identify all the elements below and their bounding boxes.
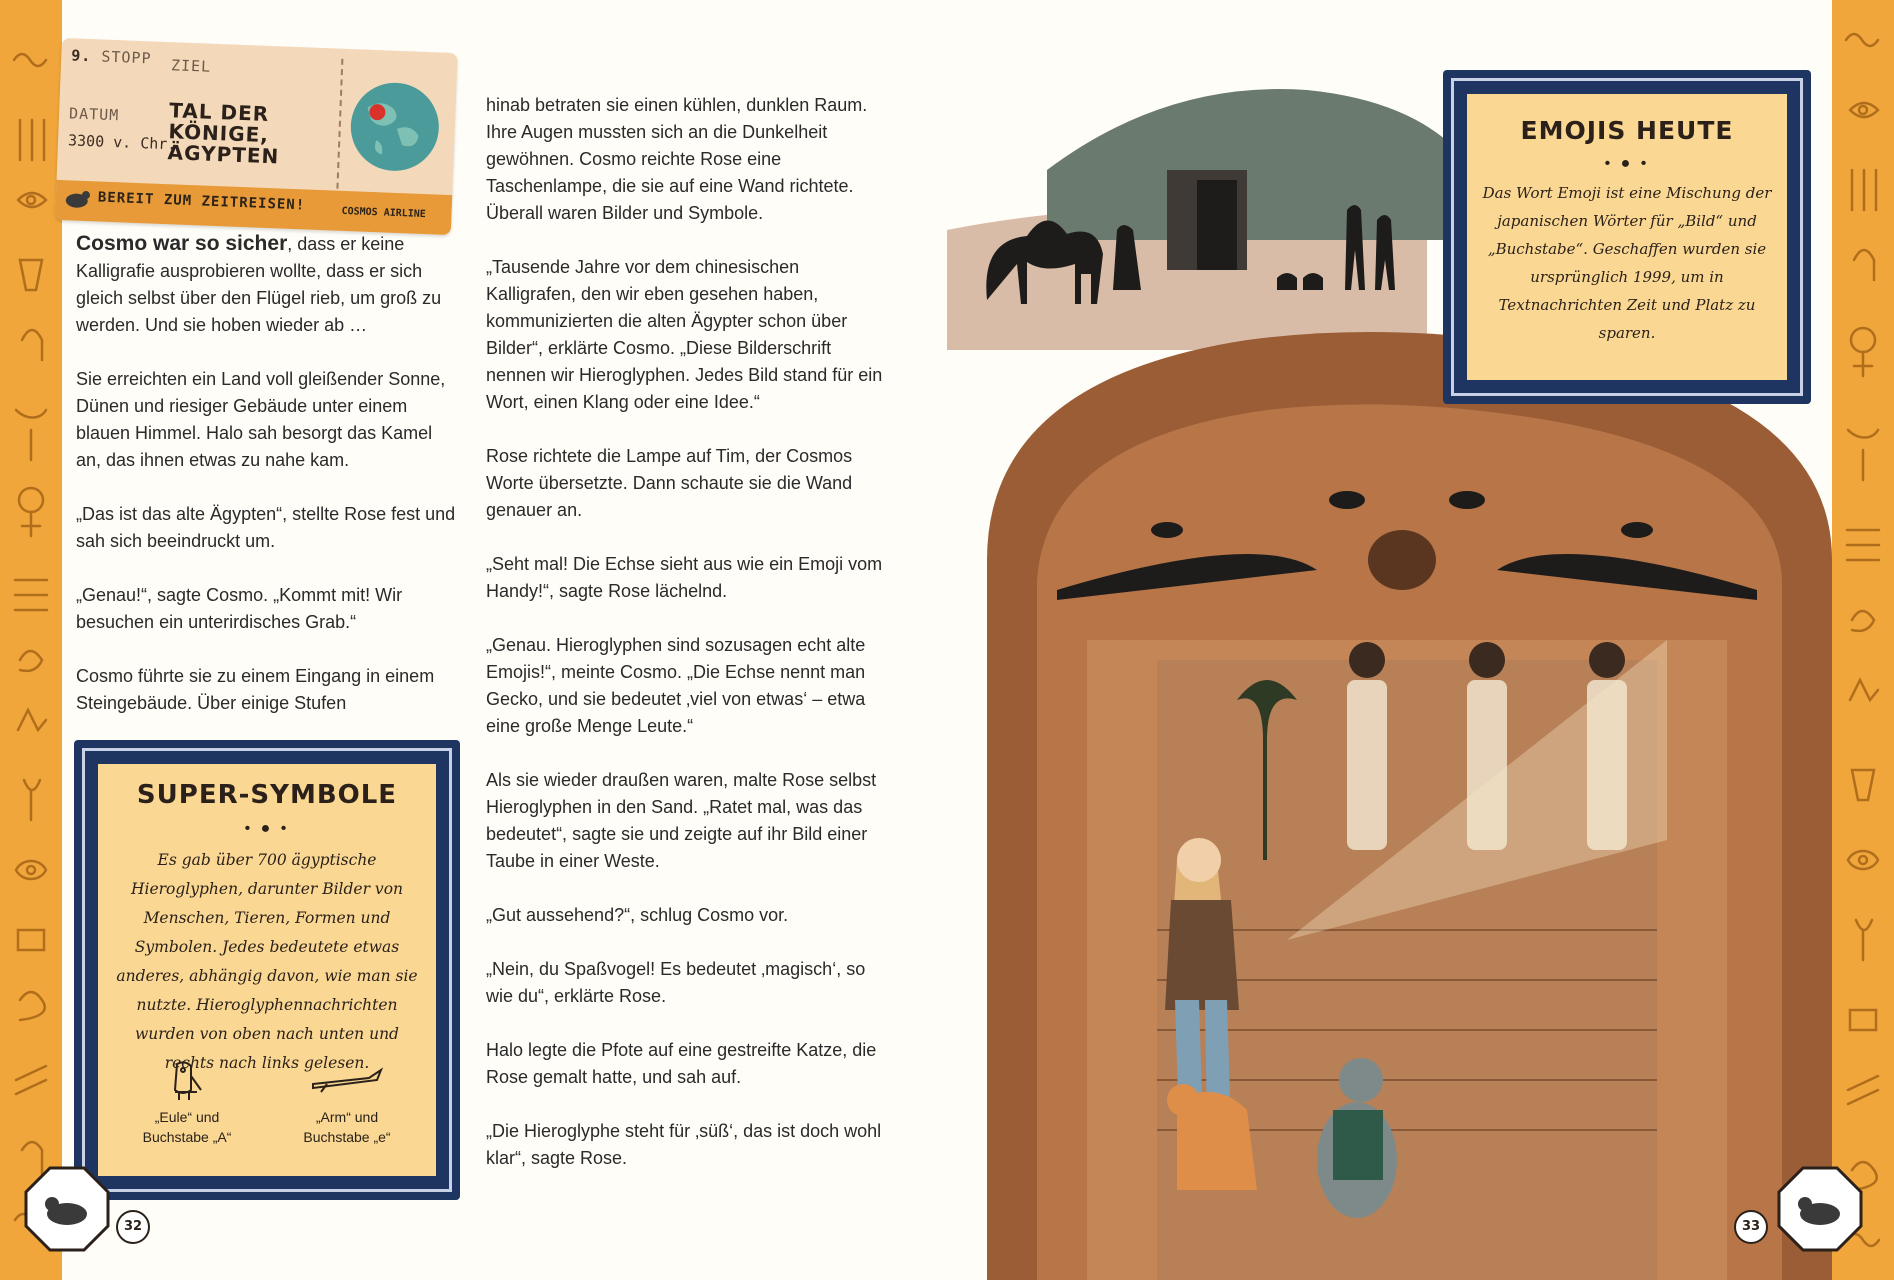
ticket-destination-line3: ÄGYPTEN (167, 140, 280, 169)
right-hieroglyph-border (1832, 0, 1894, 1280)
paragraph: Als sie wieder draußen waren, malte Rose selbst Hieroglyphen in den Sand. „Ratet mal, was das bedeutet“, sagte sie und zeigte auf ihr Bild einer Taube in einer Weste. (486, 770, 877, 871)
paragraph (76, 230, 456, 339)
hieroglyph-border-pattern (1832, 0, 1894, 1280)
pigeon-page-badge (24, 1166, 110, 1252)
ticket-stop (71, 46, 152, 67)
ticket-target-label: ZIEL (170, 56, 212, 76)
lead-rest: , dass er keine Kalligrafie ausprobieren wollte, dass er sich gleich selbst über den Flügel rieb, um groß zu werden. Und sie hoben wieder ab … (76, 234, 442, 335)
box-dots: • ● • (1604, 155, 1650, 172)
emojis-heute-body: Das Wort Emoji ist eine Mischung der japanischen Wörter für „Bild“ und „Buchstabe“. Geschaffen wurden sie ursprünglich 1999, um in Textnachrichten Zeit und Platz zu sparen. (1482, 184, 1772, 342)
glyph-example-owl (112, 1058, 262, 1147)
paragraph: Halo legte die Pfote auf eine gestreifte Katze, die Rose gemalt hatte, und sah auf. (486, 1040, 877, 1087)
lead-bold: Cosmo war so sicher (76, 232, 288, 255)
paragraph: „Seht mal! Die Echse sieht aus wie ein Emoji vom Handy!“, sagte Rose lächelnd. (486, 554, 883, 601)
emojis-heute-title: EMOJIS HEUTE (1520, 116, 1734, 145)
super-symbole-title: SUPER-SYMBOLE (136, 780, 398, 810)
owl-caption-line2: Buchstabe „A“ (142, 1129, 232, 1145)
middle-text-column (486, 92, 886, 1199)
ticket-destination-line2: KÖNIGE, (168, 119, 270, 148)
left-text-column (76, 230, 456, 744)
globe-icon (345, 77, 445, 177)
left-page (62, 0, 947, 1280)
page-number-right: 33 (1734, 1210, 1768, 1244)
paragraph: Cosmo führte sie zu einem Eingang in einem Steingebäude. Über einige Stufen (76, 666, 435, 713)
paragraph: „Tausende Jahre vor dem chinesischen Kalligrafen, den wir eben gesehen haben, kommunizierten die alten Ägypter schon über Bilder“, erklärte Cosmo. „Diese Bilderschrift nennen wir Hieroglyphen. Jedes Bild stand für ein Wort, einen Klang oder eine Idee.“ (486, 257, 883, 412)
super-symbole-box (74, 740, 460, 1200)
paragraph: „Das ist das alte Ägypten“, stellte Rose fest und sah sich beeindruckt um. (76, 504, 456, 551)
ticket-date-value: 3300 v. Chr. (67, 131, 177, 154)
paragraph: „Nein, du Spaßvogel! Es bedeutet ‚magisch‘, so wie du“, erklärte Rose. (486, 959, 866, 1006)
paragraph: „Genau!“, sagte Cosmo. „Kommt mit! Wir besuchen ein unterirdisches Grab.“ (76, 585, 403, 632)
ticket-destination (167, 100, 329, 169)
paragraph: Sie erreichten ein Land voll gleißender Sonne, Dünen und riesiger Gebäude unter einem blauen Himmel. Halo sah besorgt das Kamel an, das ihnen etwas zu nahe kam. (76, 369, 446, 470)
super-symbole-panel (98, 764, 436, 1176)
hieroglyph-border-pattern (0, 0, 62, 1280)
ticket-date-label: DATUM (68, 104, 120, 125)
ticket-ribbon-text: BEREIT ZUM ZEITREISEN! (97, 189, 306, 214)
paragraph: „Die Hieroglyphe steht für ‚süß‘, das ist doch wohl klar“, sagte Rose. (486, 1121, 882, 1168)
ticket-airline: COSMOS AIRLINE (341, 205, 426, 221)
pigeon-page-badge (1777, 1166, 1863, 1252)
owl-hieroglyph-icon (163, 1058, 211, 1102)
box-dots: • ● • (244, 820, 290, 837)
right-page (947, 0, 1832, 1280)
paragraph: hinab betraten sie einen kühlen, dunklen Raum. Ihre Augen mussten sich an die Dunkelheit gewöhnen. Cosmo reichte Rose eine Taschenlampe, die sie auf eine Wand richtete. Überall waren Bilder und Symbole. (486, 95, 868, 223)
glyph-examples (98, 1058, 436, 1168)
owl-caption-line1: „Eule“ und (154, 1109, 220, 1125)
super-symbole-body: Es gab über 700 ägyptische Hieroglyphen, darunter Bilder von Menschen, Tieren, Formen und Symbolen. Jedes bedeutete etwas anderes, abhängig davon, wie man sie nutzte. Hieroglyphennachrichten wurden von oben nach unten und rechts nach links gelesen. (116, 851, 418, 1072)
paragraph: „Genau. Hieroglyphen sind sozusagen echt alte Emojis!“, meinte Cosmo. „Die Echse nennt man Gecko, und sie bedeutet ‚viel von etwas‘ – etwa eine große Menge Leute.“ (486, 635, 866, 736)
paragraph: Rose richtete die Lampe auf Tim, der Cosmos Worte übersetzte. Dann schaute sie die Wand genauer an. (486, 446, 853, 520)
glyph-example-arm (272, 1058, 422, 1147)
travel-ticket (55, 38, 458, 235)
pigeon-icon (61, 184, 92, 213)
page-number-left: 32 (116, 1210, 150, 1244)
ticket-stop-number: 9. (70, 46, 92, 66)
arm-hieroglyph-icon (307, 1058, 387, 1102)
paragraph: „Gut aussehend?“, schlug Cosmo vor. (486, 905, 789, 925)
ticket-stop-label: STOPP (101, 47, 152, 68)
arm-caption-line2: Buchstabe „e“ (303, 1129, 391, 1145)
left-hieroglyph-border (0, 0, 62, 1280)
emojis-heute-box (1443, 70, 1811, 404)
arm-caption-line1: „Arm“ und (315, 1109, 379, 1125)
emojis-heute-panel (1467, 94, 1787, 380)
ticket-destination-line1: TAL DER (168, 98, 270, 127)
